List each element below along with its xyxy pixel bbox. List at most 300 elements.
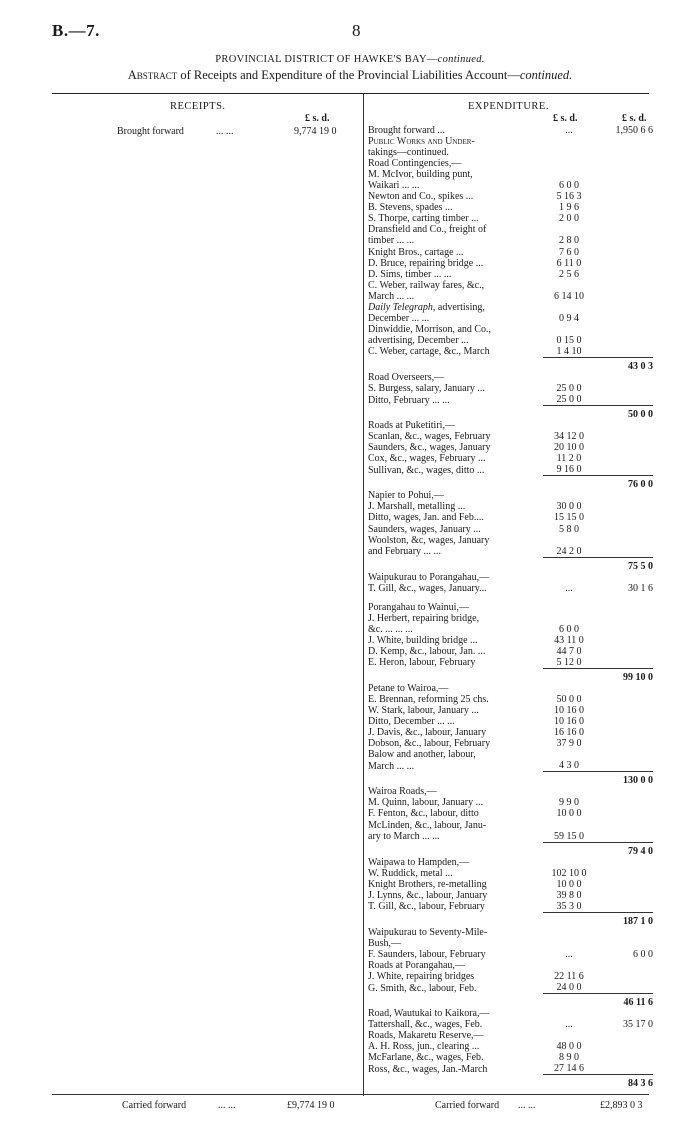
expenditure-description: Ditto, February ... ...: [368, 394, 450, 406]
item-amount: 10 0 0: [556, 808, 582, 820]
expenditure-description: [368, 557, 543, 572]
expenditure-description: S. Burgess, salary, January ...: [368, 383, 485, 395]
section-amount: [595, 235, 653, 246]
item-amount: [543, 158, 595, 169]
item-amount: 2 5 6: [559, 268, 579, 280]
expenditure-row: [368, 1008, 653, 1019]
expenditure-row: [368, 927, 653, 938]
receipts-brought-forward-amount: 9,774 19 0: [294, 126, 337, 137]
item-amount: 16 16 0: [554, 727, 584, 739]
expenditure-row: [368, 820, 653, 831]
item-amount: 24 2 0: [543, 546, 595, 558]
expenditure-description: Napier to Pohui,—: [368, 490, 444, 502]
footer-rule: [52, 1094, 649, 1095]
item-amount: 10 16 0: [554, 705, 584, 717]
expenditure-row: [368, 501, 653, 512]
expenditure-carried-forward-dots: ... ...: [518, 1100, 536, 1111]
column-divider: [363, 94, 364, 1096]
item-amount: 6 0 0: [559, 180, 579, 192]
item-amount: 50 0 0: [556, 694, 582, 706]
section-amount: [595, 938, 653, 949]
section-amount: [595, 1041, 653, 1052]
expenditure-heading: EXPENDITURE.: [468, 101, 549, 112]
item-amount: 8 9 0: [559, 1052, 579, 1064]
expenditure-description: Road, Wautukai to Kaikora,—: [368, 1008, 490, 1020]
section-amount: 1,950 6 6: [615, 125, 653, 136]
expenditure-description: &c. ... ... ...: [368, 623, 413, 635]
expenditure-description: J. Davis, &c., labour, January: [368, 727, 487, 739]
header-rule: [52, 93, 649, 94]
item-amount: [543, 302, 595, 313]
expenditure-description: J. Marshall, metalling ...: [368, 501, 466, 513]
section-amount: [595, 602, 653, 613]
expenditure-table: [368, 125, 653, 1089]
expenditure-description: [368, 406, 543, 421]
expenditure-description: Roads at Puketitiri,—: [368, 420, 455, 432]
expenditure-row: [368, 890, 653, 901]
section-amount: [595, 191, 653, 202]
expenditure-row: [368, 269, 653, 280]
expenditure-description: [368, 357, 543, 372]
item-amount: 10 0 0: [556, 878, 582, 890]
page-number: 8: [352, 21, 361, 40]
section-amount: [595, 960, 653, 971]
section-amount: [595, 879, 653, 890]
expenditure-description: T. Gill, &c., labour, February: [368, 901, 485, 913]
section-amount: 6 0 0: [633, 948, 653, 960]
item-amount: [543, 857, 595, 868]
section-amount: 99 10 0: [623, 671, 653, 683]
section-total-row: [368, 842, 653, 857]
section-amount: 75 5 0: [628, 560, 653, 572]
expenditure-description: March ... ...: [368, 760, 415, 772]
expenditure-description: E. Brennan, reforming 25 chs.: [368, 694, 489, 706]
section-amount: [595, 442, 653, 453]
expenditure-row: [368, 705, 653, 716]
expenditure-description: W. Ruddick, metal ...: [368, 867, 453, 879]
expenditure-row: [368, 202, 653, 213]
item-amount: ...: [565, 948, 573, 960]
item-amount: 43 11 0: [554, 634, 584, 646]
section-amount: [595, 624, 653, 635]
expenditure-lsd-header-1: £ s. d.: [553, 113, 578, 124]
section-amount: [595, 453, 653, 464]
expenditure-row: [368, 291, 653, 302]
section-amount: [595, 346, 653, 358]
expenditure-description: J. White, building bridge ...: [368, 634, 478, 646]
receipts-lsd-header: £ s. d.: [305, 113, 330, 124]
section-total-row: [368, 994, 653, 1009]
abstract-word: Abstract: [127, 68, 178, 82]
account-title: Abstract of Receipts and Expenditure of the Provincial Liabilities Account—continued.: [127, 68, 573, 82]
continued-italic: continued.: [519, 68, 573, 82]
expenditure-description: B. Stevens, spades ...: [368, 202, 453, 214]
item-amount: [543, 420, 595, 431]
expenditure-description: Saunders, wages, January ...: [368, 523, 481, 535]
expenditure-description: D. Kemp, &c., labour, Jan. ...: [368, 645, 486, 657]
section-amount: [595, 464, 653, 476]
section-amount: 84 3 6: [628, 1078, 653, 1090]
section-amount: [595, 901, 653, 913]
expenditure-row: [368, 431, 653, 442]
expenditure-description: and February ... ...: [368, 546, 442, 558]
item-amount: 6 14 10: [554, 290, 584, 302]
expenditure-row: [368, 982, 653, 994]
expenditure-description: A. H. Ross, jun., clearing ...: [368, 1041, 480, 1053]
expenditure-description: timber ... ...: [368, 235, 415, 247]
expenditure-description: F. Saunders, labour, February: [368, 948, 486, 960]
section-amount: [595, 613, 653, 624]
section-amount: [595, 258, 653, 269]
section-amount: [595, 971, 653, 982]
expenditure-row: [368, 1063, 653, 1075]
section-amount: [595, 727, 653, 738]
section-amount: [595, 646, 653, 657]
item-amount: 2 0 0: [559, 213, 579, 225]
item-amount: 37 9 0: [556, 738, 582, 750]
item-amount: 2 8 0: [559, 235, 579, 247]
receipts-carried-forward-dots: ... ...: [218, 1100, 236, 1111]
expenditure-row: [368, 594, 653, 602]
item-amount: 102 10 0: [551, 867, 587, 879]
expenditure-description: G. Smith, &c., labour, Feb.: [368, 982, 477, 994]
expenditure-row: [368, 158, 653, 169]
expenditure-description: D. Sims, timber ... ...: [368, 268, 452, 280]
item-amount: 10 16 0: [554, 716, 584, 728]
section-amount: 46 11 6: [623, 997, 653, 1009]
section-amount: [595, 501, 653, 512]
section-amount: [595, 694, 653, 705]
receipts-carried-forward-label: Carried forward: [122, 1100, 187, 1111]
expenditure-row: [368, 808, 653, 819]
section-amount: [595, 1030, 653, 1041]
expenditure-row: [368, 1019, 653, 1030]
section-amount: [595, 831, 653, 843]
item-amount: 39 8 0: [556, 889, 582, 901]
section-amount: [595, 291, 653, 302]
item-amount: 15 15 0: [554, 512, 584, 524]
section-amount: [595, 572, 653, 583]
expenditure-row: [368, 583, 653, 594]
expenditure-row: [368, 169, 653, 180]
expenditure-row: [368, 383, 653, 394]
section-amount: [595, 749, 653, 760]
item-amount: 25 0 0: [543, 394, 595, 406]
item-amount: [543, 749, 595, 760]
section-amount: [595, 313, 653, 324]
expenditure-description: E. Heron, labour, February: [368, 657, 476, 669]
section-amount: [595, 683, 653, 694]
expenditure-row: [368, 372, 653, 383]
expenditure-row: [368, 572, 653, 583]
expenditure-row: [368, 602, 653, 613]
item-amount: 6 0 0: [559, 623, 579, 635]
expenditure-description: Newton and Co., spikes ...: [368, 191, 474, 203]
expenditure-description: Daily Telegraph, advertising,: [368, 301, 485, 313]
item-amount: 25 0 0: [556, 383, 582, 395]
item-amount: [543, 572, 595, 583]
section-amount: [595, 716, 653, 727]
section-amount: [595, 147, 653, 158]
section-total-row: [368, 1075, 653, 1090]
section-amount: [595, 535, 653, 546]
expenditure-row: [368, 879, 653, 890]
item-amount: [543, 136, 595, 147]
section-amount: [595, 431, 653, 442]
item-amount: [543, 602, 595, 613]
expenditure-row: [368, 901, 653, 913]
item-amount: [543, 476, 595, 491]
expenditure-row: [368, 797, 653, 808]
item-amount: 7 6 0: [559, 246, 579, 258]
item-amount: ...: [565, 125, 573, 136]
expenditure-description: Roads, Makaretu Reserve,—: [368, 1030, 484, 1042]
expenditure-row: [368, 949, 653, 960]
expenditure-description: Waipukurau to Porangahau,—: [368, 571, 490, 583]
section-amount: 130 0 0: [623, 775, 653, 787]
section-amount: [595, 738, 653, 749]
item-amount: [543, 557, 595, 572]
expenditure-description: Saunders, &c., wages, January: [368, 442, 491, 454]
expenditure-row: [368, 420, 653, 431]
expenditure-row: [368, 535, 653, 546]
expenditure-row: [368, 512, 653, 523]
item-amount: 0 15 0: [556, 334, 582, 346]
section-amount: 30 1 6: [628, 582, 653, 594]
section-amount: [595, 760, 653, 772]
section-total-row: [368, 557, 653, 572]
item-amount: [543, 912, 595, 927]
item-amount: [543, 994, 595, 1009]
expenditure-row: [368, 180, 653, 191]
item-amount: [543, 169, 595, 180]
item-amount: [543, 786, 595, 797]
expenditure-row: [368, 213, 653, 224]
section-amount: 79 4 0: [628, 845, 653, 857]
expenditure-row: [368, 694, 653, 705]
section-amount: [595, 786, 653, 797]
expenditure-row: [368, 938, 653, 949]
expenditure-description: T. Gill, &c., wages, January...: [368, 582, 487, 594]
item-amount: [543, 224, 595, 235]
item-amount: [543, 147, 595, 158]
expenditure-description: Knight Bros., cartage ...: [368, 246, 464, 258]
section-total-row: [368, 912, 653, 927]
expenditure-row: [368, 335, 653, 346]
expenditure-row: [368, 302, 653, 313]
expenditure-row: [368, 125, 653, 136]
expenditure-carried-forward-label: Carried forward: [435, 1100, 500, 1111]
section-total-row: [368, 406, 653, 421]
expenditure-row: [368, 683, 653, 694]
expenditure-description: Wairoa Roads,—: [368, 786, 437, 798]
item-amount: [543, 1030, 595, 1041]
section-amount: [595, 420, 653, 431]
item-amount: 22 11 6: [554, 971, 584, 983]
expenditure-description: Dransfield and Co., freight of: [368, 224, 487, 236]
section-amount: [595, 1063, 653, 1075]
expenditure-description: Public Works and Under-: [368, 136, 475, 148]
expenditure-carried-forward-amount: £2,893 0 3: [600, 1100, 643, 1111]
expenditure-description: Ross, &c., wages, Jan.-March: [368, 1063, 488, 1075]
item-amount: [543, 324, 595, 335]
expenditure-description: Sullivan, &c., wages, ditto ...: [368, 464, 485, 476]
item-amount: 9 16 0: [543, 464, 595, 476]
item-amount: 5 8 0: [559, 523, 579, 535]
expenditure-row: [368, 1052, 653, 1063]
expenditure-description: M. Quinn, labour, January ...: [368, 797, 484, 809]
section-total-row: [368, 772, 653, 787]
item-amount: 20 10 0: [554, 442, 584, 454]
expenditure-row: [368, 716, 653, 727]
expenditure-description: M. McIvor, building punt,: [368, 169, 473, 181]
section-amount: 76 0 0: [628, 479, 653, 491]
expenditure-row: [368, 727, 653, 738]
section-amount: [595, 136, 653, 147]
expenditure-description: Waipukurau to Seventy-Mile-: [368, 926, 488, 938]
item-amount: [543, 280, 595, 291]
expenditure-row: [368, 857, 653, 868]
expenditure-description: J. White, repairing bridges: [368, 971, 475, 983]
expenditure-description: March ... ...: [368, 290, 415, 302]
expenditure-description: December ... ...: [368, 312, 430, 324]
document-reference: B.—7.: [52, 21, 100, 40]
expenditure-row: [368, 646, 653, 657]
expenditure-row: [368, 760, 653, 772]
item-amount: 9 9 0: [559, 797, 579, 809]
section-amount: [595, 180, 653, 191]
expenditure-row: [368, 546, 653, 558]
item-amount: [543, 927, 595, 938]
section-amount: [595, 247, 653, 258]
section-amount: [595, 1008, 653, 1019]
section-amount: [595, 797, 653, 808]
section-amount: [595, 524, 653, 535]
item-amount: 30 0 0: [556, 501, 582, 513]
receipts-brought-forward-label: Brought forward: [117, 126, 184, 137]
section-amount: [595, 158, 653, 169]
section-amount: [595, 657, 653, 669]
item-amount: [543, 938, 595, 949]
expenditure-description: advertising, December ...: [368, 334, 469, 346]
item-amount: 24 0 0: [543, 982, 595, 994]
item-amount: [543, 613, 595, 624]
expenditure-description: J. Herbert, repairing bridge,: [368, 612, 480, 624]
expenditure-row: [368, 1030, 653, 1041]
receipts-carried-forward-amount: £9,774 19 0: [287, 1100, 335, 1111]
section-amount: [595, 335, 653, 346]
item-amount: 44 7 0: [556, 645, 582, 657]
item-amount: 6 11 0: [556, 257, 582, 269]
expenditure-description: C. Weber, railway fares, &c.,: [368, 279, 485, 291]
expenditure-description: S. Thorpe, carting timber ...: [368, 213, 479, 225]
expenditure-row: [368, 749, 653, 760]
expenditure-description: ary to March ... ...: [368, 831, 440, 843]
expenditure-row: [368, 1041, 653, 1052]
section-amount: [595, 705, 653, 716]
section-total-row: [368, 669, 653, 684]
expenditure-description: C. Weber, cartage, &c., March: [368, 346, 490, 358]
expenditure-description: [368, 772, 543, 787]
section-amount: [595, 383, 653, 394]
section-amount: [595, 982, 653, 994]
expenditure-row: [368, 324, 653, 335]
expenditure-description: Ditto, wages, Jan. and Feb....: [368, 512, 484, 524]
expenditure-row: [368, 971, 653, 982]
section-amount: 50 0 0: [628, 409, 653, 421]
item-amount: 5 16 3: [556, 191, 582, 203]
section-amount: [595, 808, 653, 819]
section-amount: [595, 546, 653, 558]
section-amount: [595, 820, 653, 831]
expenditure-description: [368, 912, 543, 927]
section-amount: 43 0 3: [628, 360, 653, 372]
item-amount: [543, 406, 595, 421]
item-amount: 11 2 0: [556, 453, 582, 465]
receipts-brought-forward-dots: ... ...: [216, 126, 234, 137]
expenditure-description: Brought forward ...: [368, 125, 445, 136]
section-amount: [595, 324, 653, 335]
section-amount: [595, 927, 653, 938]
item-amount: [543, 357, 595, 372]
expenditure-description: Dinwiddie, Morrison, and Co.,: [368, 323, 492, 335]
expenditure-row: [368, 224, 653, 235]
item-amount: 48 0 0: [556, 1041, 582, 1053]
item-amount: ...: [565, 582, 573, 594]
item-amount: [543, 772, 595, 787]
section-amount: [595, 857, 653, 868]
expenditure-row: [368, 524, 653, 535]
item-amount: [543, 1008, 595, 1019]
expenditure-row: [368, 280, 653, 291]
expenditure-description: W. Stark, labour, January ...: [368, 705, 479, 717]
item-amount: 5 12 0: [543, 657, 595, 669]
section-amount: [595, 512, 653, 523]
expenditure-description: Knight Brothers, re-metalling: [368, 878, 487, 890]
expenditure-description: Waipawa to Hampden,—: [368, 856, 470, 868]
expenditure-description: [368, 594, 543, 602]
section-amount: [595, 213, 653, 224]
section-amount: 35 17 0: [623, 1019, 653, 1031]
section-amount: [595, 224, 653, 235]
section-total-row: [368, 476, 653, 491]
expenditure-lsd-header-2: £ s. d.: [622, 113, 647, 124]
expenditure-description: Bush,—: [368, 937, 402, 949]
section-amount: [595, 269, 653, 280]
continued-italic: continued.: [437, 54, 485, 65]
item-amount: [543, 490, 595, 501]
expenditure-description: McLinden, &c., labour, Janu-: [368, 819, 487, 831]
section-amount: [595, 280, 653, 291]
expenditure-row: [368, 738, 653, 749]
expenditure-row: [368, 624, 653, 635]
expenditure-description: J. Lynns, &c., labour, January: [368, 889, 488, 901]
expenditure-description: Porangahau to Wainui,—: [368, 601, 469, 613]
item-amount: 59 15 0: [543, 831, 595, 843]
item-amount: [543, 960, 595, 971]
item-amount: [543, 683, 595, 694]
section-amount: [595, 490, 653, 501]
expenditure-row: [368, 136, 653, 147]
item-amount: 4 3 0: [543, 760, 595, 772]
item-amount: [543, 820, 595, 831]
item-amount: [543, 372, 595, 383]
section-amount: [595, 302, 653, 313]
section-amount: [595, 594, 653, 602]
expenditure-row: [368, 635, 653, 646]
item-amount: [543, 842, 595, 857]
expenditure-row: [368, 831, 653, 843]
